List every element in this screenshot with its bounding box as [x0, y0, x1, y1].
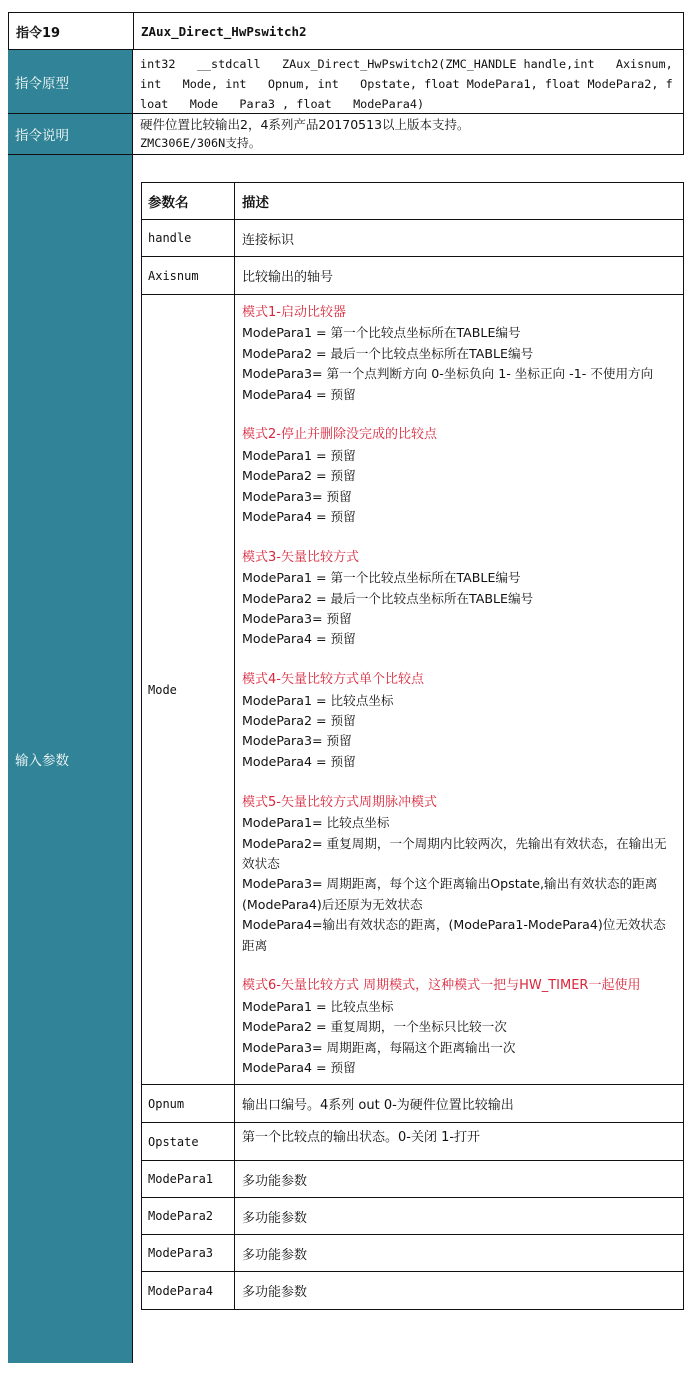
mode-heading: 模式4-矢量比较方式单个比较点: [242, 672, 424, 688]
mode-line: ModePara1 = 比较点坐标: [242, 998, 394, 1014]
param-name: Mode: [142, 295, 235, 1085]
description-line-2: ZMC306E/306N支持。: [140, 136, 261, 150]
mode-line: ModePara2= 重复周期，一个周期内比较两次，先输出有效状态，在输出无效状态: [242, 835, 667, 871]
mode-heading: 模式2-停止并删除没完成的比较点: [242, 427, 437, 443]
instruction-number: 指令19: [16, 25, 61, 41]
mode-heading: 模式1-启动比较器: [242, 305, 346, 320]
param-name: ModePara3: [142, 1235, 235, 1272]
params-label: 输入参数: [8, 155, 132, 1363]
param-name: ModePara2: [142, 1198, 235, 1235]
mode-heading: 模式5-矢量比较方式周期脉冲模式: [242, 794, 437, 810]
param-desc: 连接标识: [235, 220, 684, 257]
instruction-table: [8, 12, 684, 1363]
table-row: [142, 1123, 684, 1161]
mode-line: ModePara1= 比较点坐标: [242, 815, 390, 831]
mode-line: ModePara4 = 预留: [242, 631, 356, 647]
param-desc: 多功能参数: [235, 1272, 684, 1310]
mode-description: [235, 295, 684, 1085]
mode-line: ModePara3= 预留: [242, 611, 352, 627]
param-desc: 多功能参数: [235, 1161, 684, 1198]
mode-line: ModePara3= 周期距离，每个这个距离输出Opstate,输出有效状态的距离(ModePara4)后还原为无效状态: [242, 876, 658, 912]
mode-line: ModePara2 = 最后一个比较点坐标所在TABLE编号: [242, 590, 534, 606]
mode-line: ModePara2 = 预留: [242, 713, 356, 729]
param-desc: 比较输出的轴号: [235, 257, 684, 295]
table-row: [142, 257, 684, 295]
mode-line: ModePara2 = 预留: [242, 468, 356, 484]
params-header-row: [142, 183, 684, 220]
description-line-1: 硬件位置比较输出2，4系列产品20170513以上版本支持。: [140, 117, 470, 132]
mode-line: ModePara3= 预留: [242, 733, 352, 749]
mode-line: ModePara4 = 预留: [242, 386, 356, 402]
mode-line: ModePara1 = 第一个比较点坐标所在TABLE编号: [242, 325, 521, 341]
param-name: Axisnum: [142, 257, 235, 295]
mode-line: ModePara3= 周期距离，每隔这个距离输出一次: [242, 1039, 516, 1055]
mode-line: ModePara2 = 重复周期，一个坐标只比较一次: [242, 1019, 507, 1035]
table-row: [142, 220, 684, 257]
param-desc: 多功能参数: [235, 1235, 684, 1272]
mode-line: ModePara4 = 预留: [242, 1059, 356, 1075]
mode-line: ModePara1 = 比较点坐标: [242, 692, 394, 708]
table-row: [142, 1198, 684, 1235]
description-row: [8, 114, 684, 155]
instruction-name: ZAux_Direct_HwPswitch2: [133, 13, 683, 49]
param-name: ModePara4: [142, 1272, 235, 1310]
param-name: ModePara1: [142, 1161, 235, 1198]
table-row: [142, 1235, 684, 1272]
params-row: [8, 155, 684, 1363]
prototype-label: 指令原型: [8, 50, 132, 113]
mode-line: ModePara3= 第一个点判断方向 0-坐标负向 1- 坐标正向 -1- 不使用方向: [242, 366, 654, 382]
param-name: Opnum: [142, 1085, 235, 1123]
mode-line: ModePara2 = 最后一个比较点坐标所在TABLE编号: [242, 345, 534, 361]
param-name: handle: [142, 220, 235, 257]
param-desc: 第一个比较点的输出状态。0-关闭 1-打开: [235, 1123, 684, 1161]
param-desc: 输出口编号。4系列 out 0-为硬件位置比较输出: [235, 1085, 684, 1123]
mode-row: [142, 295, 684, 1085]
prototype-row: [8, 50, 684, 114]
param-desc: 多功能参数: [235, 1198, 684, 1235]
mode-line: ModePara4 = 预留: [242, 753, 356, 769]
mode-line: ModePara3= 预留: [242, 488, 352, 504]
description-text: [132, 114, 683, 154]
mode-heading: 模式6-矢量比较方式 周期模式，这种模式一把与HW_TIMER一起使用: [242, 978, 641, 994]
param-name: Opstate: [142, 1123, 235, 1161]
mode-line: ModePara1 = 第一个比较点坐标所在TABLE编号: [242, 570, 521, 586]
description-label: 指令说明: [8, 114, 132, 154]
mode-heading: 模式3-矢量比较方式: [242, 549, 359, 565]
params-cell: [132, 155, 684, 1363]
table-row: [142, 1272, 684, 1310]
table-row: [142, 1085, 684, 1123]
mode-line: ModePara1 = 预留: [242, 447, 356, 463]
prototype-text: int32 __stdcall ZAux_Direct_HwPswitch2(ZMC_HANDLE handle,int Axisnum,int Mode, int Opnum, int Opstate, float ModePara1, float ModePara2, float Mode Para3 , float ModePara4): [132, 50, 683, 113]
header-param-desc: 描述: [235, 183, 684, 220]
table-row: [142, 1161, 684, 1198]
header-param-name: 参数名: [142, 183, 235, 220]
mode-line: ModePara4 = 预留: [242, 509, 356, 525]
mode-line: ModePara4=输出有效状态的距离，(ModePara1-ModePara4)位无效状态距离: [242, 917, 666, 953]
title-row: [8, 12, 684, 50]
params-table: [141, 182, 684, 1310]
